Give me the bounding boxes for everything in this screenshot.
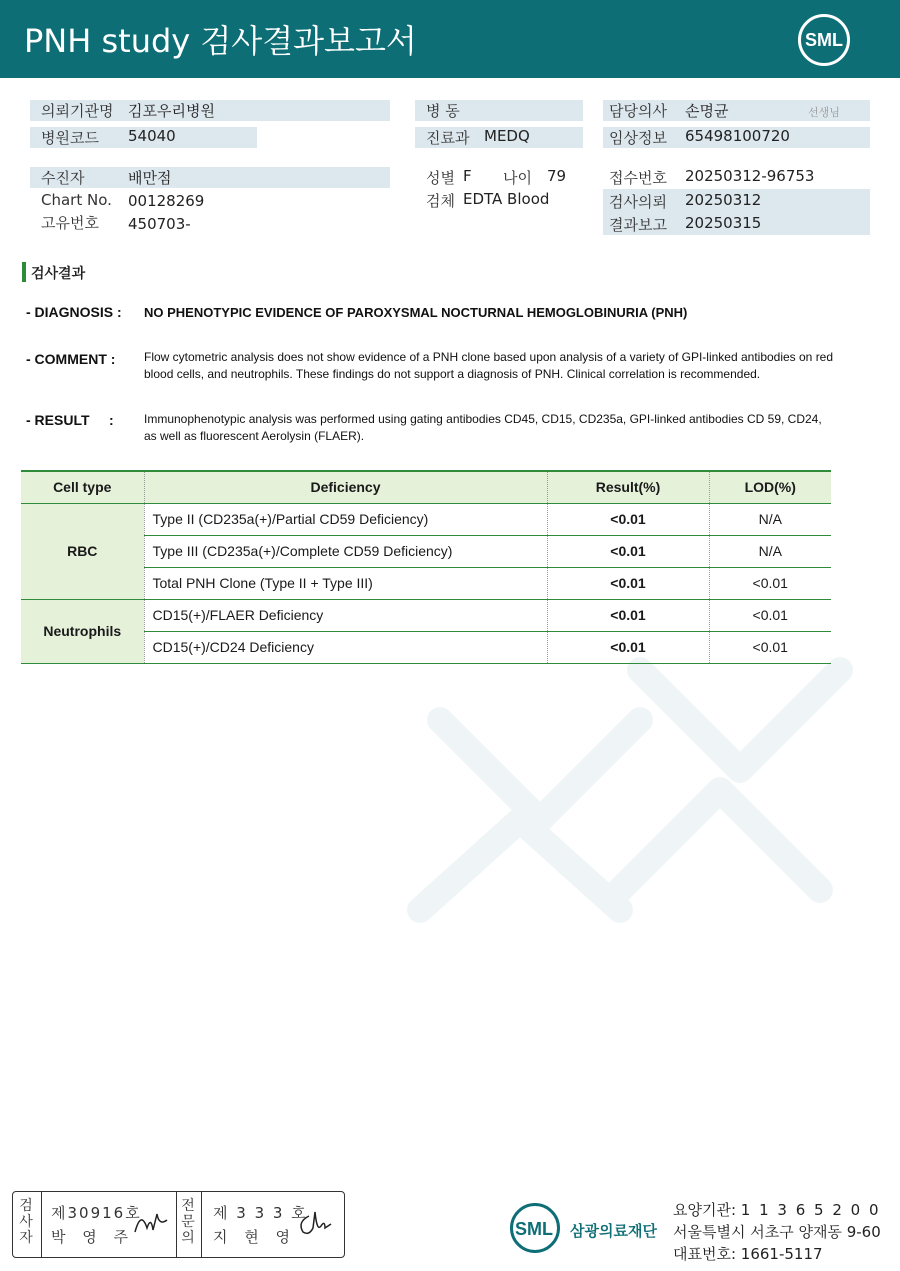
- doctor-suffix: 선생님: [808, 106, 840, 119]
- age-value: 79: [547, 167, 567, 185]
- diagnosis-label: - DIAGNOSIS :: [26, 304, 122, 320]
- report-date-label: 결과보고: [609, 216, 667, 234]
- specimen-label: 검체: [426, 192, 455, 210]
- neutrophils-cell-type: Neutrophils: [21, 599, 144, 663]
- doctor-value: 손명균: [685, 102, 729, 120]
- patient-value: 배만점: [128, 169, 172, 187]
- sex-value: F: [463, 167, 472, 185]
- specialist-license: 제 3 3 3 호: [213, 1204, 308, 1222]
- chart-value: 00128269: [128, 192, 205, 210]
- footer-phone-value: 1661-5117: [740, 1245, 823, 1263]
- footer-phone-label: 대표번호:: [673, 1245, 737, 1263]
- dept-value: MEDQ: [484, 127, 530, 145]
- tester-name: 박 영 주: [51, 1228, 135, 1246]
- age-label: 나이: [503, 169, 532, 187]
- comment-text: Flow cytometric analysis does not show evidence of a PNH clone based upon analysis of a variety of GPI-linked antibodies on red blood cells, and neutrophils. These findings do not support a diagnosis of PNH. Clinical correlation is recommended.: [144, 350, 834, 381]
- lod-cell: <0.01: [709, 567, 831, 599]
- lod-cell: <0.01: [709, 631, 831, 663]
- ward-label: 병 동: [426, 102, 460, 120]
- table-row: [21, 599, 831, 631]
- result-label: - RESULT :: [26, 412, 114, 428]
- hospital-value: 김포우리병원: [128, 102, 215, 120]
- unique-id-value: 450703-: [128, 215, 191, 233]
- footer-org-name: 삼광의료재단: [570, 1222, 657, 1240]
- unique-id-label: 고유번호: [41, 214, 99, 232]
- specialist-name: 지 현 영: [213, 1228, 297, 1246]
- header-lod: LOD(%): [709, 471, 831, 503]
- table-header-row: [21, 471, 831, 503]
- divider: [201, 1192, 202, 1257]
- footer-phone-line: [673, 1243, 823, 1264]
- tester-signature: [131, 1206, 171, 1240]
- deficiency-cell: Type II (CD235a(+)/Partial CD59 Deficiency): [144, 503, 547, 535]
- deficiency-cell: CD15(+)/FLAER Deficiency: [144, 599, 547, 631]
- footer-code-value: 1 1 3 6 5 2 0 0: [740, 1201, 881, 1219]
- request-value: 20250312: [685, 191, 762, 209]
- footer-address: 서울특별시 서초구 양재동 9-60: [673, 1223, 881, 1241]
- header-result: Result(%): [547, 471, 709, 503]
- sml-logo: SML: [798, 14, 850, 66]
- chart-label: Chart No.: [41, 191, 112, 209]
- table-row: [21, 503, 831, 535]
- doctor-label: 담당의사: [609, 102, 667, 120]
- report-title: PNH study 검사결과보고서: [24, 22, 417, 60]
- deficiency-cell: Total PNH Clone (Type II + Type III): [144, 567, 547, 599]
- hospital-label: 의뢰기관명: [41, 102, 114, 120]
- report-header: [0, 0, 900, 78]
- result-cell: <0.01: [547, 599, 709, 631]
- lod-cell: N/A: [709, 503, 831, 535]
- section-title: 검사결과: [31, 266, 86, 282]
- section-marker: [22, 262, 26, 282]
- comment-label: - COMMENT :: [26, 351, 116, 367]
- specialist-label: 전문의: [181, 1198, 195, 1246]
- tester-license: 제30916호: [51, 1204, 142, 1222]
- result-cell: <0.01: [547, 535, 709, 567]
- receipt-value: 20250312-96753: [685, 167, 815, 185]
- patient-label: 수진자: [41, 169, 85, 187]
- lod-cell: N/A: [709, 535, 831, 567]
- dept-label: 진료과: [426, 129, 470, 147]
- receipt-label: 접수번호: [609, 169, 667, 187]
- result-cell: <0.01: [547, 631, 709, 663]
- request-label: 검사의뢰: [609, 193, 667, 211]
- hospital-code-label: 병원코드: [41, 129, 99, 147]
- diagnosis-text: NO PHENOTYPIC EVIDENCE OF PAROXYSMAL NOCTURNAL HEMOGLOBINURIA (PNH): [144, 305, 688, 320]
- footer-code-line: [673, 1199, 881, 1220]
- hospital-code-value: 54040: [128, 127, 176, 145]
- signature-box: [12, 1191, 345, 1258]
- result-cell: <0.01: [547, 503, 709, 535]
- tester-label: 검사자: [19, 1198, 33, 1246]
- result-text: Immunophenotypic analysis was performed using gating antibodies CD45, CD15, CD235a, GPI-linked antibodies CD 59, CD24, as well as fluorescent Aerolysin (FLAER).: [144, 412, 822, 443]
- specimen-value: EDTA Blood: [463, 190, 550, 208]
- deficiency-cell: CD15(+)/CD24 Deficiency: [144, 631, 547, 663]
- rbc-cell-type: RBC: [21, 503, 144, 599]
- header-deficiency: Deficiency: [144, 471, 547, 503]
- report-date-value: 20250315: [685, 214, 762, 232]
- lod-cell: <0.01: [709, 599, 831, 631]
- divider: [41, 1192, 42, 1257]
- clinical-value: 65498100720: [685, 127, 790, 145]
- result-cell: <0.01: [547, 567, 709, 599]
- specialist-signature: [295, 1206, 335, 1240]
- deficiency-cell: Type III (CD235a(+)/Complete CD59 Deficiency): [144, 535, 547, 567]
- footer-code-label: 요양기관:: [673, 1201, 737, 1219]
- footer-sml-logo: SML: [510, 1203, 560, 1253]
- divider: [176, 1192, 177, 1257]
- sex-label: 성별: [426, 169, 455, 187]
- results-table: [21, 470, 831, 664]
- header-cell-type: Cell type: [21, 471, 144, 503]
- clinical-label: 임상정보: [609, 129, 667, 147]
